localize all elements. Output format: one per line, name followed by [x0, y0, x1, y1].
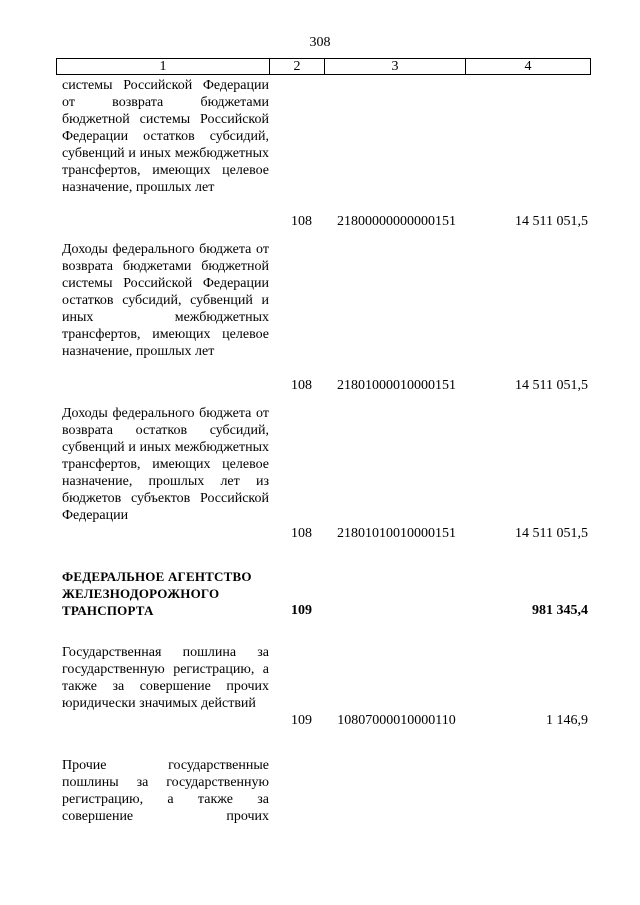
table-row-section — [56, 568, 591, 624]
row-admin-code: 108 — [291, 378, 312, 393]
row-amount: 1 146,9 — [546, 713, 588, 728]
row-description: Прочие государственные пошлины за государственную регистрацию, а также за совершение прочих — [62, 758, 269, 824]
row-kbk-code: 10807000010000110 — [337, 713, 456, 728]
row-admin-code: 108 — [291, 214, 312, 229]
row-amount: 14 511 051,5 — [515, 214, 588, 229]
header-col-3: 3 — [325, 59, 466, 74]
header-col-2: 2 — [270, 59, 325, 74]
header-col-4: 4 — [524, 59, 532, 74]
table-row — [56, 77, 591, 237]
row-amount: 14 511 051,5 — [515, 526, 588, 541]
table-row — [56, 644, 591, 734]
row-kbk-code: 21800000000000151 — [337, 214, 456, 229]
row-kbk-code: 21801000010000151 — [337, 378, 456, 393]
table-header — [56, 58, 591, 75]
table-row — [56, 241, 591, 401]
table-row — [56, 757, 591, 829]
row-description: Доходы федерального бюджета от возврата остатков субсидий, субвенций и иных межбюджетных трансфертов, имеющих целевое назначение, прошлых лет из бюджетов субъектов Российской Федерации — [62, 406, 269, 523]
row-amount: 14 511 051,5 — [515, 378, 588, 393]
row-kbk-code: 21801010010000151 — [337, 526, 456, 541]
row-admin-code: 108 — [291, 526, 312, 541]
section-title: ФЕДЕРАЛЬНОЕ АГЕНТСТВО ЖЕЛЕЗНОДОРОЖНОГО ТРАНСПОРТА — [62, 569, 252, 618]
row-admin-code: 109 — [291, 603, 312, 618]
table-row — [56, 405, 591, 547]
row-description: системы Российской Федерации от возврата бюджетами бюджетной системы Российской Федерации остатков субсидий, субвенций и иных межбюджетных трансфертов, имеющих целевое назначение, прошлых лет — [62, 78, 269, 195]
header-col-1: 1 — [57, 59, 270, 74]
row-admin-code: 109 — [291, 713, 312, 728]
row-description: Государственная пошлина за государственную регистрацию, а также за совершение прочих юридически значимых действий — [62, 645, 269, 711]
page-number: 308 — [309, 35, 331, 50]
row-description: Доходы федерального бюджета от возврата бюджетами бюджетной системы Российской Федерации остатков субсидий, субвенций и иных межбюджетных трансфертов, имеющих целевое назначение, прошлых лет — [62, 242, 269, 359]
row-amount: 981 345,4 — [532, 603, 588, 618]
